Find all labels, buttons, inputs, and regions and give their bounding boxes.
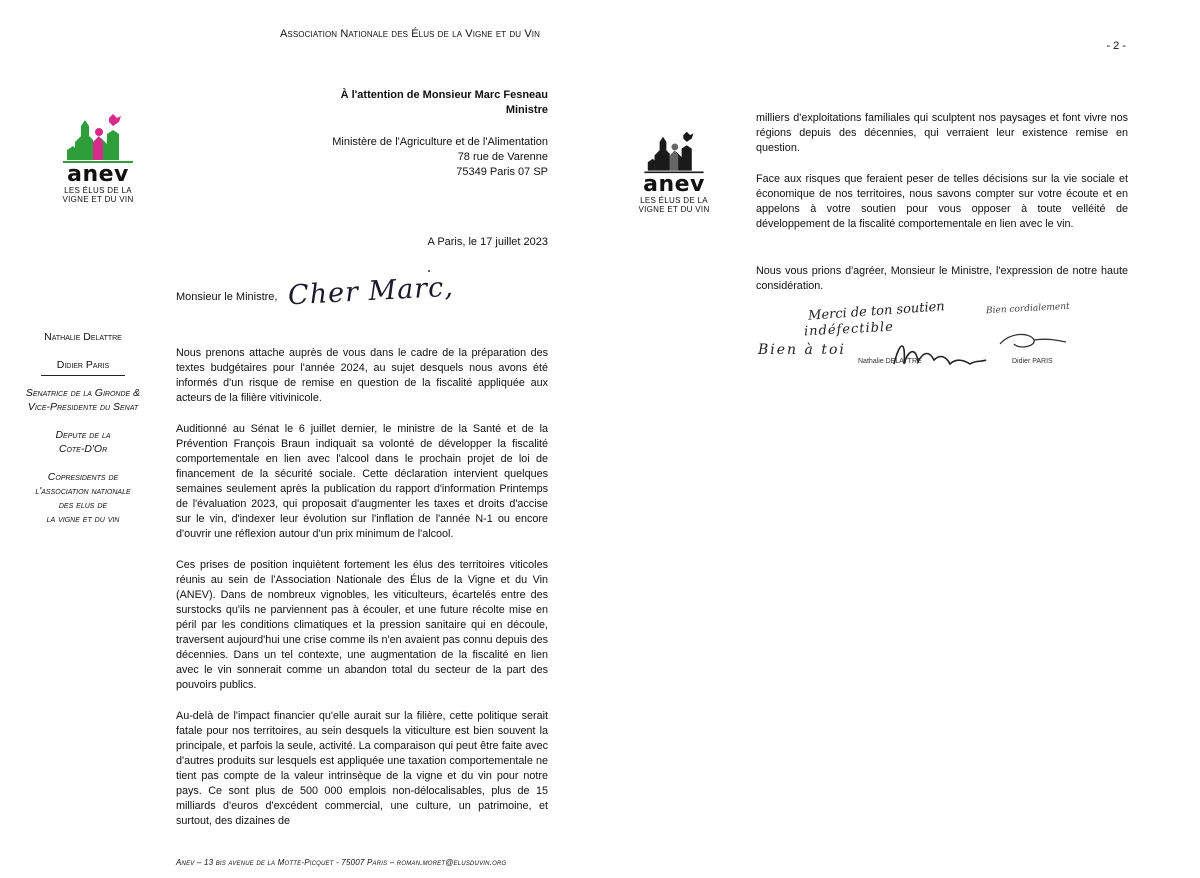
letter-footer: Anev – 13 bis avenue de la Motte-Picquet - 75007 Paris – roman.moret@elusduvin.org	[176, 858, 507, 867]
sidebar-role-3-line2: l'association nationale	[35, 485, 131, 497]
letter-body-page-2	[756, 111, 1128, 310]
sidebar-role-3-line1: Copresidents de	[47, 471, 119, 483]
paragraph-7: Nous vous prions d'agréer, Monsieur le Ministre, l'expression de notre haute considération.	[756, 265, 1128, 292]
signature-paris-icon	[990, 330, 1070, 360]
logo-brand: anev	[67, 162, 129, 187]
logo-sub-line1: LES ÉLUS DE LA	[640, 196, 708, 205]
recipient-city: 75349 Paris 07 SP	[456, 166, 548, 178]
vineyard-logo-icon	[644, 130, 704, 174]
paragraph-5: milliers d'exploitations familiales qui sculptent nos paysages et font vivre nos régions depuis des décennies, qui verraient leur existence remise en question.	[756, 112, 1128, 154]
handwritten-note-line1: Merci de ton soutien	[807, 299, 946, 324]
handwritten-note-line2: indéfectible	[803, 319, 895, 340]
letter-page-2	[600, 0, 1200, 878]
paragraph-2: Auditionné au Sénat le 6 juillet dernier, le ministre de la Santé et de la Prévention François Braun indiquait sa volonté de développer la fiscalité comportementale en lien avec l'alcool dans le prochain projet de loi de financement de la sécurité sociale. Cette déclaration intervient quelques semaines seulement après la publication du rapport d'information Printemps de l'évaluation 2023, qui proposait d'augmenter les taxes et droits d'accise sur le vin, d'indexer leur évolution sur l'inflation de l'année N-1 ou encore d'ouvrir une réflexion autour d'un prix minimum de l'alcool.	[176, 423, 548, 540]
sidebar-role-1	[18, 386, 148, 414]
sidebar-copresidents	[18, 330, 148, 540]
vineyard-logo-icon	[63, 112, 133, 164]
recipient-street: 78 rue de Varenne	[457, 151, 548, 163]
paragraph-4: Au-delà de l'impact financier qu'elle aurait sur la filière, cette politique serait fatale pour nos territoires, au sein desquels la viticulture est bien souvent la principale, et parfois la seule, activité. La comparaison qui peut être faite avec d'autres produits sur lesquels est appliquée une taxation comportementale ne tient pas compte de la valeur intrinsèque de la vigne et du vin pour notre pays. Ce sont plus de 500 000 emplois non-délocalisables, plus de 15 milliards d'euros d'excédent commercial, une culture, un patrimoine, et surtout, des dizaines de	[176, 710, 548, 827]
logo-sub-line2: VIGNE ET DU VIN	[638, 205, 710, 214]
recipient-title: Ministre	[505, 104, 548, 116]
sidebar-name-2: Didier Paris	[56, 359, 110, 371]
anev-logo-bw	[624, 130, 724, 214]
salutation: Monsieur le Ministre,	[176, 291, 278, 303]
letter-body-page-1	[176, 346, 548, 845]
association-header: Association Nationale des Élus de la Vigne et du Vin	[280, 28, 540, 40]
paragraph-3: Ces prises de position inquiètent fortement les élus des territoires viticoles réunis au sein de l'Association Nationale des Élus de la Vigne et du Vin (ANEV). Dans de nombreux vignobles, les viticulteurs, écartelés entre des surstocks qu'ils ne parviennent pas à écouler, et une future récolte mise en péril par les conditions climatiques et la pression sanitaire qui en découle, traversent aujourd'hui une crise comme ils n'en avaient pas connu depuis des décennies. Dans un tel contexte, une augmentation de la fiscalité en lien avec le vin sonnerait comme un abandon total du secteur de la part des pouvoirs publics.	[176, 559, 548, 691]
sidebar-role-1-line1: Senatrice de la Gironde &	[25, 387, 141, 399]
sidebar-role-3-line4: la vigne et du vin	[46, 513, 120, 525]
recipient-attention: À l'attention de Monsieur Marc Fesneau	[340, 89, 548, 101]
scan-dot	[428, 270, 430, 272]
sidebar-role-1-line2: Vice-Presidente du Senat	[27, 401, 139, 413]
signatory-left: Nathalie DELATTRE	[858, 358, 922, 365]
paragraph-6: Face aux risques que feraient peser de telles décisions sur la vie sociale et économique de nos territoires, nous savons compter sur votre écoute et en appelons à votre soutien pour vous opposer à toute velléité de développement de la fiscalité comportementale en lien avec le vin.	[756, 173, 1128, 230]
sidebar-role-2	[18, 428, 148, 456]
sidebar-role-3-line3: des elus de	[58, 499, 108, 511]
sidebar-divider	[41, 374, 125, 376]
signatory-right: Didier PARIS	[1012, 358, 1053, 365]
recipient-org: Ministère de l'Agriculture et de l'Alimentation	[332, 136, 548, 148]
handwritten-note-right: Bien cordialement	[985, 301, 1070, 317]
anev-logo	[48, 112, 148, 204]
handwritten-note-line3: Bien à toi	[758, 342, 846, 358]
logo-brand: anev	[643, 172, 705, 197]
page-number: - 2 -	[1106, 40, 1126, 52]
sidebar-role-2-line2: Cote-D'Or	[58, 443, 108, 455]
handwritten-greeting: Cher Marc,	[287, 271, 455, 312]
sidebar-role-2-line1: Depute de la	[55, 429, 111, 441]
paragraph-1: Nous prenons attache auprès de vous dans le cadre de la préparation des textes budgétaires pour l'année 2024, au sujet desquels nous avons été informés d'un risque de remise en question de la fiscalité appliquée aux acteurs de la filière vitivinicole.	[176, 347, 548, 404]
recipient-block	[332, 88, 548, 180]
sidebar-name-1: Nathalie Delattre	[44, 331, 122, 343]
logo-sub-line2: VIGNE ET DU VIN	[62, 195, 134, 204]
signature-delattre-icon	[890, 330, 990, 374]
sidebar-role-3	[18, 470, 148, 526]
logo-sub-line1: LES ÉLUS DE LA	[64, 186, 132, 195]
letter-date: A Paris, le 17 juillet 2023	[427, 236, 548, 248]
